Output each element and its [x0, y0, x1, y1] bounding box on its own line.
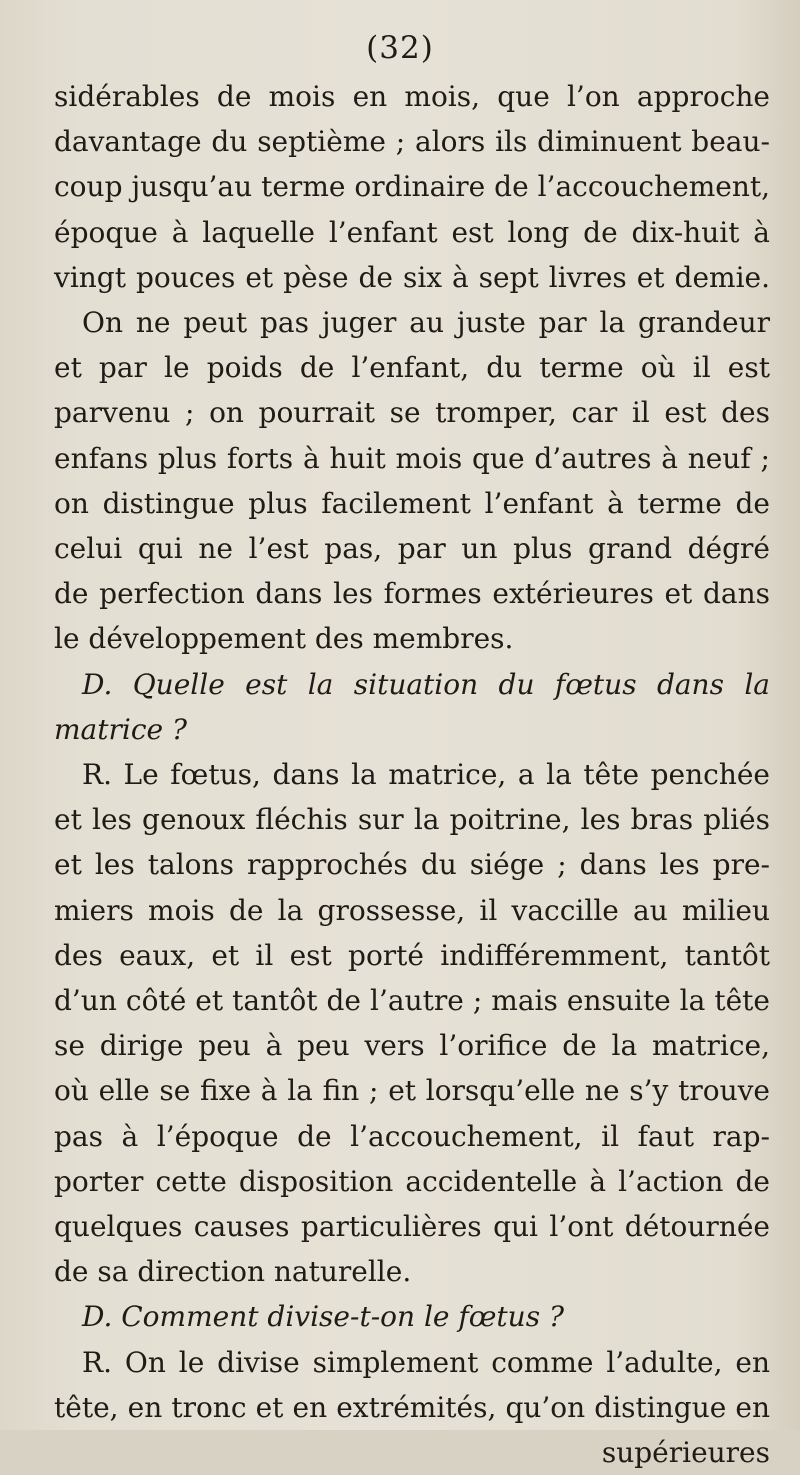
- answer-line: R. On le divise simplement comme l’adulte, en: [82, 1345, 770, 1379]
- text-line: pas à l’époque de l’accouchement, il faut rap-: [54, 1119, 770, 1153]
- text-line: époque à laquelle l’enfant est long de dix-huit à: [54, 215, 770, 249]
- question-line: D. Comment divise-t-on le fœtus ?: [82, 1300, 564, 1334]
- text-line: de perfection dans les formes extérieures et dans: [54, 577, 770, 611]
- text-line: On ne peut pas juger au juste par la grandeur: [82, 306, 770, 340]
- text-line: miers mois de la grossesse, il vaccille au milieu: [54, 893, 770, 927]
- text-line: où elle se fixe à la fin ; et lorsqu’elle ne s’y trouve: [54, 1074, 770, 1108]
- text-line: celui qui ne l’est pas, par un plus grand dégré: [54, 532, 770, 566]
- text-line: quelques causes particulières qui l’ont détournée: [54, 1210, 770, 1244]
- catchword: supérieures: [601, 1436, 770, 1470]
- page-number: (32): [366, 30, 434, 66]
- text-line: d’un côté et tantôt de l’autre ; mais ensuite la tête: [54, 984, 770, 1018]
- question-line: D. Quelle est la situation du fœtus dans la: [82, 667, 770, 701]
- text-line: de sa direction naturelle.: [54, 1255, 412, 1289]
- text-line: des eaux, et il est porté indifféremment, tantôt: [54, 938, 770, 972]
- text-line: se dirige peu à peu vers l’orifice de la matrice,: [54, 1029, 770, 1063]
- question-line: matrice ?: [54, 712, 187, 746]
- text-line: coup jusqu’au terme ordinaire de l’accouchement,: [54, 170, 770, 204]
- answer-line: R. Le fœtus, dans la matrice, a la tête penchée: [82, 758, 770, 792]
- text-line: sidérables de mois en mois, que l’on approche: [54, 80, 770, 113]
- text-line: et les talons rapprochés du siége ; dans les pre-: [54, 848, 770, 882]
- text-line: on distingue plus facilement l’enfant à terme de: [54, 486, 770, 520]
- text-line: parvenu ; on pourrait se tromper, car il est des: [54, 396, 770, 430]
- text-line: et par le poids de l’enfant, du terme où il est: [54, 351, 770, 385]
- text-line: enfans plus forts à huit mois que d’autres à neuf ;: [54, 441, 770, 475]
- text-line: vingt pouces et pèse de six à sept livres et demie.: [54, 260, 770, 294]
- text-line: tête, en tronc et en extrémités, qu’on distingue en: [54, 1390, 770, 1424]
- text-line: le développement des membres.: [54, 622, 514, 656]
- text-line: et les genoux fléchis sur la poitrine, les bras pliés: [54, 803, 770, 837]
- text-line: porter cette disposition accidentelle à l’action de: [54, 1164, 770, 1198]
- page-text: [54, 74, 770, 1475]
- text-line: davantage du septième ; alors ils diminuent beau-: [54, 125, 770, 159]
